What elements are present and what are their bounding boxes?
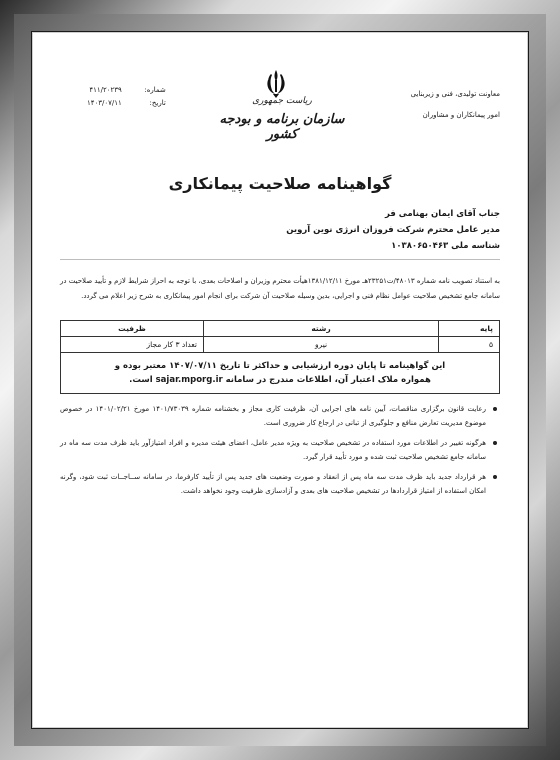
conditions-list [60, 402, 500, 504]
certificate-title: گواهینامه صلاحیت پیمانکاری [168, 174, 392, 193]
department-line: معاونت تولیدی، فنی و زیربنایی [410, 90, 500, 98]
header-field: رشته [204, 321, 439, 337]
date-label: تاریخ: [149, 99, 166, 107]
date-value: ۱۴۰۳/۰۷/۱۱ [87, 99, 122, 107]
number-value: ۴۱۱/۲۰۲۳۹ [89, 86, 122, 94]
organization-name: سازمان برنامه و بودجه کشور [219, 112, 345, 142]
validity-note [61, 353, 500, 394]
list-item: هرگونه تغییر در اطلاعات مورد استفاده در تشخیص صلاحیت به ویژه مدیر عامل، اعضای هیئت مدیره و افراد امتیازآور باید ظرف مدت سه ماه در سامانه جامع تشخیص صلاحیت ثبت شده و مورد تأیید قرار گیرد. [60, 436, 500, 464]
number-row [87, 84, 166, 97]
cell-field: نیرو [204, 337, 439, 353]
qualification-table [60, 320, 500, 394]
header-capacity: ظرفیت [61, 321, 204, 337]
national-id: شناسه ملی ۱۰۳۸۰۶۵۰۴۶۳ [391, 241, 500, 251]
validity-note-line: این گواهینامه تا پایان دوره ارزشیابی و حداکثر تا تاریخ ۱۴۰۷/۰۷/۱۱ معتبر بوده و [114, 361, 446, 371]
validity-note-line: همواره ملاک اعتبار آن، اطلاعات مندرج در سامانه sajar.mporg.ir است. [129, 375, 431, 385]
cell-grade: ۵ [439, 337, 500, 353]
recipient-block [286, 206, 500, 254]
number-label: شماره: [144, 86, 166, 94]
recipient-name: جناب آقای ایمان بهنامی فر [384, 209, 500, 219]
list-item: هر قرارداد جدید باید ظرف مدت سه ماه پس از انعقاد و صورت وضعیت های جدید پس از تأیید کارفرما، در سامانه ســاجــات ثبت شود، وگرنه امکان استفاده از امتیاز قراردادها در تشخیص صلاحیت های بعدی و آزادسازی ظرفیت وجود نخواهد داشت. [60, 470, 500, 498]
certificate-page [32, 32, 528, 728]
table-header-row [61, 321, 500, 337]
letter-reference [87, 84, 166, 110]
cell-capacity: تعداد ۳ کار مجاز [61, 337, 204, 353]
department-line: امور پیمانکاران و مشاوران [422, 111, 500, 119]
date-row [87, 97, 166, 110]
presidency-label: ریاست جمهوری [252, 96, 312, 106]
table-row [61, 337, 500, 353]
divider [60, 259, 500, 260]
recipient-company: مدیر عامل محترم شرکت فروزان انرژی نوین آروین [286, 225, 500, 235]
intro-paragraph: به استناد تصویب نامه شماره ۴۸۰۱۳/ت۲۳۲۵۱هـ مورخ ۱۳۸۱/۱۲/۱۱هیأت محترم وزیران و اصلاحات بعدی، با توجه به احراز شرایط لازم و تأیید صلاحیت در سامانه جامع تشخیص صلاحیت عوامل نظام فنی و اجرایی، بدین وسیله صلاحیت آن شرکت برای انجام امور پیمانکاری به شرح زیر اعلام می گردد. [60, 277, 500, 300]
validity-note-row [61, 353, 500, 394]
header-grade: پایه [439, 321, 500, 337]
list-item: رعایت قانون برگزاری مناقصات، آیین نامه های اجرایی آن، ظرفیت کاری مجاز و بخشنامه شماره ۱۴۰۱/۷۳۰۳۹ مورخ ۱۴۰۱/۰۲/۲۱ در خصوص موضوع مدیریت تعارض منافع و جلوگیری از تبانی در ارجاع کار ضروری است. [60, 402, 500, 430]
issuing-department [411, 84, 500, 126]
